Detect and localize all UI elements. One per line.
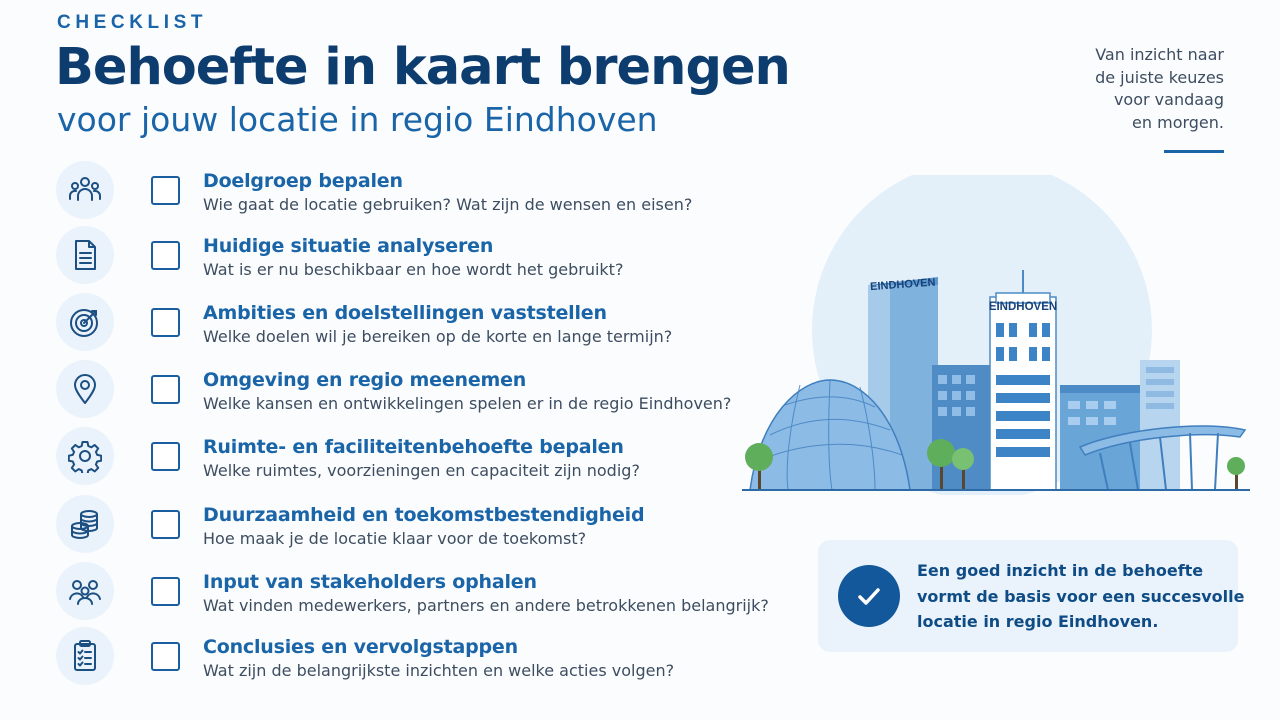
page-title: Behoefte in kaart brengen [55, 38, 790, 97]
item-description: Welke kansen en ontwikkelingen spelen er in de regio Eindhoven? [203, 394, 732, 413]
item-title: Omgeving en regio meenemen [203, 369, 527, 391]
checkbox-duurzaamheid[interactable] [151, 510, 180, 539]
callout-line: vormt de basis voor een succesvolle [917, 586, 1245, 606]
tagline-line: voor vandaag [1113, 90, 1224, 109]
clipboard-checklist-icon [56, 627, 114, 685]
target-icon [56, 293, 114, 351]
callout-line: Een goed inzicht in de behoefte [917, 561, 1204, 580]
building-sign-left: EINDHOVEN [869, 276, 936, 294]
eyebrow-label: CHECKLIST [57, 12, 208, 33]
checkmark-icon [838, 565, 900, 627]
item-description: Hoe maak je de locatie klaar voor de toekomst? [203, 529, 587, 548]
item-description: Wat vinden medewerkers, partners en andere betrokkenen belangrijk? [203, 596, 769, 615]
item-title: Ambities en doelstellingen vaststellen [203, 302, 607, 324]
item-title: Input van stakeholders ophalen [203, 571, 537, 593]
checkbox-stakeholders[interactable] [151, 577, 180, 606]
item-title: Duurzaamheid en toekomstbestendigheid [203, 504, 645, 526]
location-pin-icon [56, 360, 114, 418]
document-icon [56, 226, 114, 284]
item-description: Wat is er nu beschikbaar en hoe wordt het gebruikt? [203, 260, 624, 279]
tagline-line: de juiste keuzes [1095, 67, 1224, 87]
checklist-item [56, 293, 796, 351]
checklist-item [56, 495, 796, 553]
item-title: Conclusies en vervolgstappen [203, 636, 518, 658]
item-title: Doelgroep bepalen [203, 170, 403, 192]
checkbox-huidige-situatie[interactable] [151, 241, 180, 270]
tagline-line: en morgen. [1132, 112, 1224, 132]
checklist-item [56, 226, 796, 284]
eindhoven-skyline-illustration [740, 175, 1255, 495]
checklist-item [56, 360, 796, 418]
coin-stack-icon [56, 495, 114, 553]
checklist-item [56, 161, 796, 219]
tagline [1024, 44, 1224, 134]
item-description: Wie gaat de locatie gebruiken? Wat zijn de wensen en eisen? [203, 195, 693, 214]
tagline-divider [1164, 150, 1224, 153]
checkbox-conclusies[interactable] [151, 642, 180, 671]
item-title: Ruimte- en faciliteitenbehoefte bepalen [203, 436, 624, 458]
item-description: Welke doelen wil je bereiken op de korte en lange termijn? [203, 327, 673, 346]
item-description: Wat zijn de belangrijkste inzichten en welke acties volgen? [203, 661, 675, 680]
building-sign-center: EINDHOVEN [988, 301, 1058, 313]
checkbox-ambities[interactable] [151, 308, 180, 337]
checklist-item [56, 562, 796, 620]
checklist-item [56, 427, 796, 485]
tagline-line: Van inzicht naar [1095, 45, 1224, 64]
people-group-icon [56, 161, 114, 219]
stakeholders-icon [56, 562, 114, 620]
checkbox-doelgroep[interactable] [151, 176, 180, 205]
checkbox-omgeving[interactable] [151, 375, 180, 404]
gear-icon [56, 427, 114, 485]
item-title: Huidige situatie analyseren [203, 235, 494, 257]
callout-line: locatie in regio Eindhoven. [917, 612, 1159, 631]
page-subtitle: voor jouw locatie in regio Eindhoven [57, 100, 658, 139]
item-description: Welke ruimtes, voorzieningen en capaciteit zijn nodig? [203, 461, 640, 480]
checkbox-ruimte[interactable] [151, 442, 180, 471]
checklist-item [56, 627, 796, 685]
summary-callout [818, 540, 1245, 652]
tree-icon [1227, 457, 1245, 490]
callout-text [917, 558, 1245, 635]
